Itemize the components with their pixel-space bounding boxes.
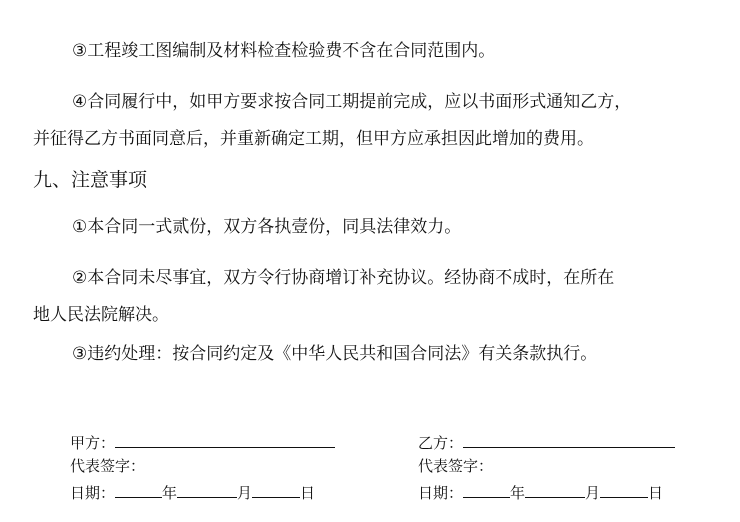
month-blank[interactable] xyxy=(177,481,237,498)
section-heading-notes: 九、注意事项 xyxy=(33,169,148,191)
party-b-rep-sign-label: 代表签字： xyxy=(418,457,494,475)
clause-4-early-completion: ④合同履行中，如甲方要求按合同工期提前完成，应以书面形式通知乙方， xyxy=(72,92,632,112)
party-a-row xyxy=(70,431,335,453)
party-b-date-row xyxy=(418,481,663,503)
year-blank[interactable] xyxy=(115,481,162,498)
date-label: 日期： xyxy=(418,484,464,502)
day-blank[interactable] xyxy=(252,481,300,498)
note-2-supplementary-continued: 地人民法院解决。 xyxy=(33,305,169,325)
clause-4-early-completion-continued: 并征得乙方书面同意后，并重新确定工期，但甲方应承担因此增加的费用。 xyxy=(33,129,594,149)
party-a-rep-sign-label: 代表签字： xyxy=(70,457,146,475)
note-2-supplementary: ②本合同未尽事宜，双方令行协商增订补充协议。经协商不成时，在所在 xyxy=(72,268,615,288)
clause-3-engineering-fees: ③工程竣工图编制及材料检查检验费不含在合同范围内。 xyxy=(72,41,496,61)
note-1-copies: ①本合同一式贰份，双方各执壹份，同具法律效力。 xyxy=(72,217,462,237)
day-label: 日 xyxy=(300,484,316,502)
date-label: 日期： xyxy=(70,484,116,502)
month-blank[interactable] xyxy=(525,481,585,498)
year-label: 年 xyxy=(162,484,178,502)
year-label: 年 xyxy=(510,484,526,502)
party-a-label: 甲方： xyxy=(70,434,116,452)
party-b-label: 乙方： xyxy=(418,434,464,452)
day-label: 日 xyxy=(648,484,664,502)
party-a-blank[interactable] xyxy=(115,431,335,448)
party-a-date-row xyxy=(70,481,315,503)
year-blank[interactable] xyxy=(463,481,510,498)
day-blank[interactable] xyxy=(600,481,648,498)
party-b-blank[interactable] xyxy=(463,431,675,448)
month-label: 月 xyxy=(237,484,253,502)
party-b-row xyxy=(418,431,675,453)
month-label: 月 xyxy=(585,484,601,502)
note-3-breach-handling: ③违约处理：按合同约定及《中华人民共和国合同法》有关条款执行。 xyxy=(72,344,598,364)
